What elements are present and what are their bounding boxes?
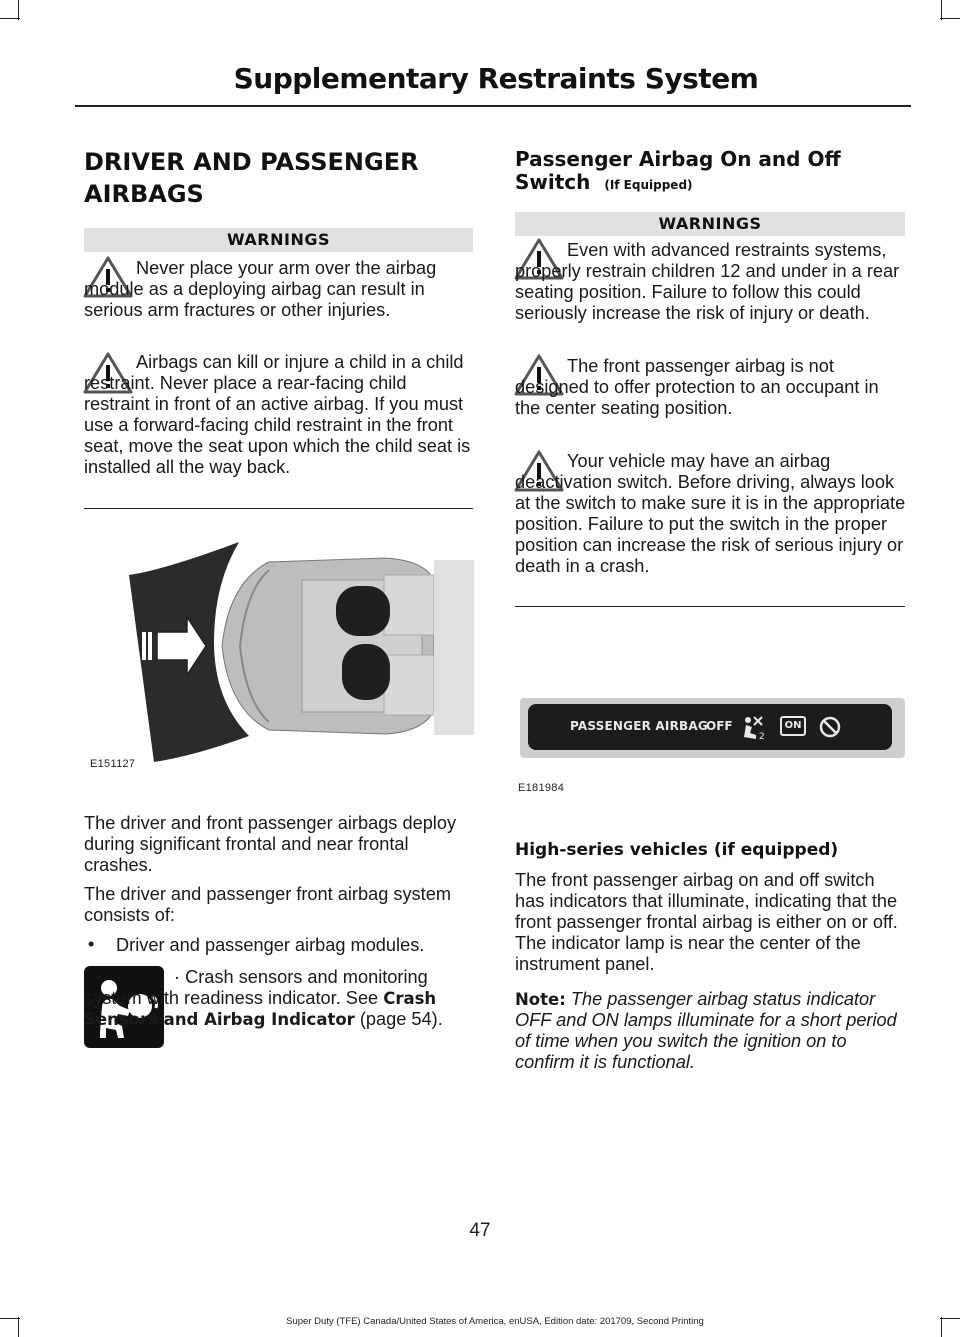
indicator-panel [528,704,892,750]
panel-on-indicator: ON [780,716,806,736]
airbag-deployment-illustration [84,520,474,772]
warning-text: Never place your arm over the airbag module as a deploying airbag can result in serious arm fractures or other injuries. [84,258,437,320]
section-heading-line2: AIRBAGS [84,180,204,208]
cross-reference-link[interactable]: Crash Sensors and Airbag Indicator [84,989,437,1029]
note-label: Note: [515,990,566,1009]
crop-mark [940,18,960,19]
section-divider [515,606,905,607]
subsection-heading-line2 [515,170,693,198]
header-rule [75,105,911,107]
heading-suffix: (If Equipped) [604,178,693,192]
bullet-mark: • [88,934,95,954]
paragraph-text: · Crash sensors and monitoring system with readiness indicator. See [84,967,428,1008]
subsection-heading: Passenger Airbag On and Off [515,147,841,171]
crop-mark [18,0,19,20]
figure-code: E151127 [90,758,136,770]
figure-code: E181984 [518,782,565,794]
crop-mark [941,0,942,20]
warning-text: Airbags can kill or injure a child in a child restraint. Never place a rear-facing child restraint in front of an active airbag. If you must use a forward-facing child restraint in the front seat, move the seat upon which the child seat is installed all the way back. [84,352,471,477]
panel-off-label: OFF [706,719,733,733]
section-divider [84,508,473,509]
paragraph-with-reference [84,967,474,1030]
paragraph-text: (page 54). [354,1009,443,1029]
warning-text: Your vehicle may have an airbag deactivation switch. Before driving, always look at the switch to make sure it is in the appropriate position. Failure to put the switch in the proper position can increase the risk of serious injury or death in a crash. [515,451,906,576]
page-footer: Super Duty (TFE) Canada/United States of America, enUSA, Edition date: 201709, Second Printing [286,1316,704,1327]
subheading: High-series vehicles (if equipped) [515,840,839,860]
warnings-bar: WARNINGS [515,212,905,236]
prohibited-icon [818,715,842,739]
passenger-airbag-status-icon [740,713,766,741]
note-text: The passenger airbag status indicator OFF and ON lamps illuminate for a short period of time when you switch the ignition on to confirm it is functional. [515,989,897,1072]
paragraph: The front passenger airbag on and off switch has indicators that illuminate, indicating that the front passenger frontal airbag is either on or off. The indicator lamp is near the center of the instrument panel. [515,870,898,974]
panel-label: PASSENGER AIRBAG [570,719,708,733]
warning-text: Even with advanced restraints systems, properly restrain children 12 and under in a rear seating position. Failure to follow this could seriously increase the risk of injury or death. [515,240,900,323]
page-number: 47 [469,1220,491,1241]
heading-text: Switch [515,170,591,194]
list-item: Driver and passenger airbag modules. [116,935,425,955]
paragraph: The driver and front passenger airbags deploy during significant frontal and near frontal crashes. [84,813,457,875]
page-header-title: Supplementary Restraints System [233,62,759,95]
note [515,989,907,1073]
crop-mark [0,18,20,19]
warning-text: The front passenger airbag is not designed to offer protection to an occupant in the center seating position. [515,356,879,418]
paragraph: The driver and passenger front airbag system consists of: [84,884,451,925]
section-heading: DRIVER AND PASSENGER [84,148,419,176]
svg-text:2: 2 [759,732,765,741]
warnings-bar: WARNINGS [84,228,473,252]
